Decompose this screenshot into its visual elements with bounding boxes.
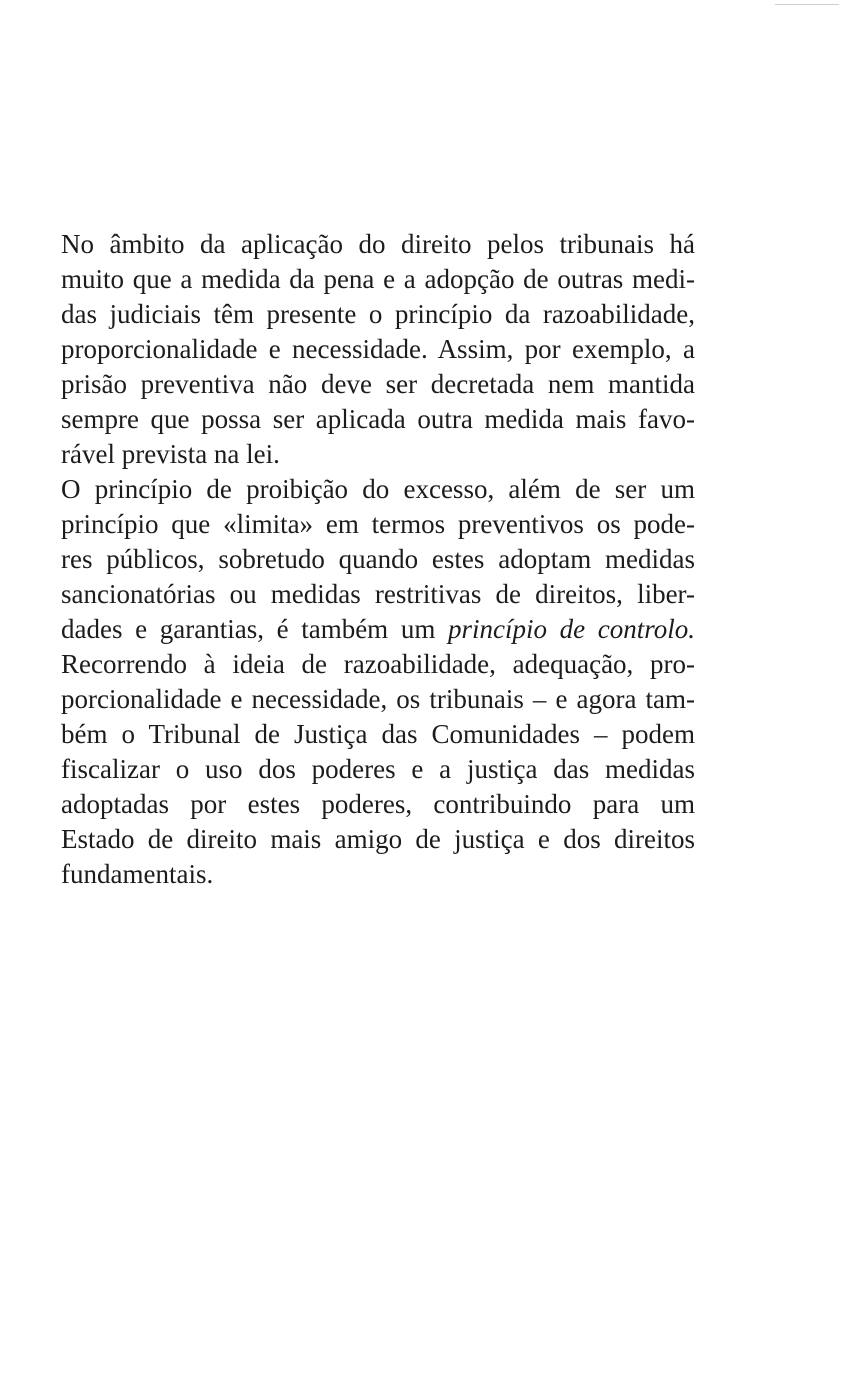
- text-line: fiscalizar o uso dos poderes e a justiça das medidas: [61, 754, 695, 784]
- text-line: res públicos, sobretudo quando estes adoptam medidas: [61, 544, 695, 574]
- scan-edge-mark: [775, 4, 839, 5]
- text-line-last: fundamentais.: [61, 859, 214, 889]
- text-line: prisão preventiva não deve ser decretada nem mantida: [61, 369, 695, 399]
- text-line: porcionalidade e necessidade, os tribunais – e agora tam-: [61, 684, 695, 714]
- text-line: Estado de direito mais amigo de justiça e dos direitos: [61, 824, 695, 854]
- text-segment: dades e garantias, é também um: [61, 614, 448, 644]
- text-line: sempre que possa ser aplicada outra medida mais favo-: [61, 404, 695, 434]
- body-text: [61, 227, 695, 892]
- text-line: bém o Tribunal de Justiça das Comunidades – podem: [61, 719, 695, 749]
- text-line: princípio que «limita» em termos preventivos os pode-: [61, 509, 695, 539]
- text-line: muito que a medida da pena e a adopção de outras medi-: [61, 264, 695, 294]
- text-line-with-emphasis: [61, 612, 695, 647]
- text-line: proporcionalidade e necessidade. Assim, por exemplo, a: [61, 334, 695, 364]
- text-line: adoptadas por estes poderes, contribuindo para um: [61, 789, 695, 819]
- text-line: das judiciais têm presente o princípio da razoabilidade,: [61, 299, 695, 329]
- text-line: Recorrendo à ideia de razoabilidade, adequação, pro-: [61, 649, 695, 679]
- text-line: sancionatórias ou medidas restritivas de direitos, liber-: [61, 579, 695, 609]
- emphasized-term: princípio de controlo.: [447, 614, 695, 644]
- text-line: No âmbito da aplicação do direito pelos tribunais há: [61, 229, 695, 259]
- text-line-last: rável prevista na lei.: [61, 439, 280, 469]
- text-line: O princípio de proibição do excesso, além de ser um: [61, 474, 695, 504]
